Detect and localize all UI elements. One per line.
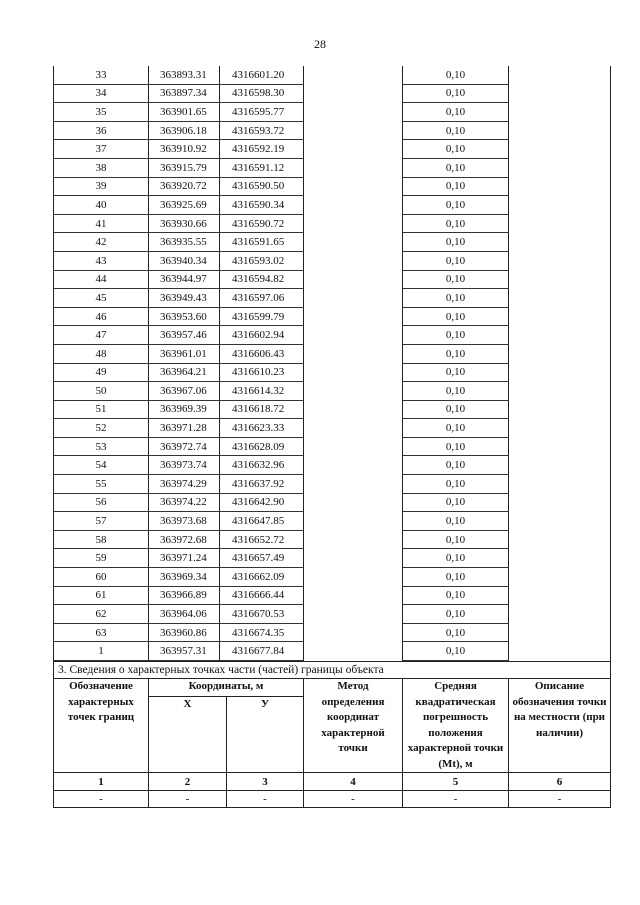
- coordinate-row: [54, 642, 611, 661]
- empty-value: -: [403, 791, 509, 808]
- mean-error: 0,10: [403, 251, 509, 270]
- coord-x: 363973.68: [149, 512, 220, 531]
- mean-error: 0,10: [403, 326, 509, 345]
- coord-x: 363949.43: [149, 289, 220, 308]
- method-cell: [304, 196, 403, 215]
- description-cell: [509, 177, 611, 196]
- method-cell: [304, 382, 403, 401]
- mean-error: 0,10: [403, 623, 509, 642]
- coordinate-row: [54, 605, 611, 624]
- point-number: 43: [54, 251, 149, 270]
- coordinate-row: [54, 103, 611, 122]
- section3-title: 3. Сведения о характерных точках части (частей) границы объекта: [54, 662, 611, 679]
- coord-y: 4316590.72: [220, 214, 304, 233]
- empty-value: -: [304, 791, 403, 808]
- column-numbers-row: [54, 773, 611, 791]
- coord-y: 4316591.65: [220, 233, 304, 252]
- point-number: 58: [54, 530, 149, 549]
- method-cell: [304, 289, 403, 308]
- coord-y: 4316606.43: [220, 344, 304, 363]
- mean-error: 0,10: [403, 475, 509, 494]
- method-cell: [304, 530, 403, 549]
- mean-error: 0,10: [403, 196, 509, 215]
- point-number: 41: [54, 214, 149, 233]
- coordinate-row: [54, 270, 611, 289]
- coordinate-row: [54, 568, 611, 587]
- coord-x: 363935.55: [149, 233, 220, 252]
- mean-error: 0,10: [403, 140, 509, 159]
- coord-y: 4316674.35: [220, 623, 304, 642]
- mean-error: 0,10: [403, 233, 509, 252]
- coordinate-row: [54, 233, 611, 252]
- header-mean-error: Средняя квадратическая погрешность положения характерной точки (Mt), м: [403, 679, 509, 773]
- point-number: 44: [54, 270, 149, 289]
- method-cell: [304, 493, 403, 512]
- coord-x: 363910.92: [149, 140, 220, 159]
- description-cell: [509, 530, 611, 549]
- coordinate-row: [54, 549, 611, 568]
- coord-y: 4316614.32: [220, 382, 304, 401]
- point-number: 61: [54, 586, 149, 605]
- mean-error: 0,10: [403, 382, 509, 401]
- point-number: 33: [54, 66, 149, 84]
- description-cell: [509, 84, 611, 103]
- method-cell: [304, 233, 403, 252]
- description-cell: [509, 233, 611, 252]
- coordinate-row: [54, 382, 611, 401]
- mean-error: 0,10: [403, 493, 509, 512]
- description-cell: [509, 103, 611, 122]
- coord-y: 4316677.84: [220, 642, 304, 661]
- point-number: 1: [54, 642, 149, 661]
- description-cell: [509, 251, 611, 270]
- coord-y: 4316652.72: [220, 530, 304, 549]
- empty-value: -: [509, 791, 611, 808]
- header-method: Метод определения координат характерной точки: [304, 679, 403, 773]
- description-cell: [509, 66, 611, 84]
- description-cell: [509, 549, 611, 568]
- method-cell: [304, 307, 403, 326]
- method-cell: [304, 605, 403, 624]
- description-cell: [509, 289, 611, 308]
- mean-error: 0,10: [403, 549, 509, 568]
- coordinate-row: [54, 530, 611, 549]
- coordinate-row: [54, 289, 611, 308]
- empty-data-row: [54, 791, 611, 808]
- point-number: 42: [54, 233, 149, 252]
- point-number: 37: [54, 140, 149, 159]
- header-point-designation: Обозначение характерных точек границ: [54, 679, 149, 773]
- description-cell: [509, 512, 611, 531]
- coord-x: 363972.74: [149, 437, 220, 456]
- coord-y: 4316662.09: [220, 568, 304, 587]
- mean-error: 0,10: [403, 158, 509, 177]
- coord-x: 363971.24: [149, 549, 220, 568]
- coord-y: 4316623.33: [220, 419, 304, 438]
- column-number: 1: [54, 773, 149, 791]
- coordinate-row: [54, 456, 611, 475]
- mean-error: 0,10: [403, 363, 509, 382]
- coord-y: 4316666.44: [220, 586, 304, 605]
- coord-y: 4316593.72: [220, 121, 304, 140]
- method-cell: [304, 251, 403, 270]
- coordinate-row: [54, 400, 611, 419]
- mean-error: 0,10: [403, 419, 509, 438]
- method-cell: [304, 177, 403, 196]
- coordinate-row: [54, 66, 611, 84]
- description-cell: [509, 475, 611, 494]
- mean-error: 0,10: [403, 642, 509, 661]
- point-number: 56: [54, 493, 149, 512]
- method-cell: [304, 344, 403, 363]
- coord-y: 4316610.23: [220, 363, 304, 382]
- mean-error: 0,10: [403, 307, 509, 326]
- mean-error: 0,10: [403, 437, 509, 456]
- coord-y: 4316590.50: [220, 177, 304, 196]
- method-cell: [304, 214, 403, 233]
- description-cell: [509, 382, 611, 401]
- coord-y: 4316591.12: [220, 158, 304, 177]
- coord-x: 363964.21: [149, 363, 220, 382]
- coordinate-row: [54, 251, 611, 270]
- description-cell: [509, 623, 611, 642]
- coordinate-row: [54, 586, 611, 605]
- coord-y: 4316642.90: [220, 493, 304, 512]
- coord-y: 4316628.09: [220, 437, 304, 456]
- coordinate-row: [54, 623, 611, 642]
- coordinate-row: [54, 307, 611, 326]
- header-coordinates: Координаты, м: [149, 679, 304, 697]
- mean-error: 0,10: [403, 84, 509, 103]
- point-number: 49: [54, 363, 149, 382]
- coord-y: 4316637.92: [220, 475, 304, 494]
- coord-y: 4316597.06: [220, 289, 304, 308]
- coord-x: 363969.39: [149, 400, 220, 419]
- method-cell: [304, 475, 403, 494]
- description-cell: [509, 400, 611, 419]
- point-number: 57: [54, 512, 149, 531]
- method-cell: [304, 121, 403, 140]
- mean-error: 0,10: [403, 400, 509, 419]
- description-cell: [509, 307, 611, 326]
- point-number: 53: [54, 437, 149, 456]
- mean-error: 0,10: [403, 586, 509, 605]
- column-number: 3: [227, 773, 304, 791]
- method-cell: [304, 84, 403, 103]
- coordinate-row: [54, 140, 611, 159]
- coord-x: 363915.79: [149, 158, 220, 177]
- coordinate-row: [54, 158, 611, 177]
- coord-x: 363964.06: [149, 605, 220, 624]
- description-cell: [509, 419, 611, 438]
- point-number: 45: [54, 289, 149, 308]
- coordinate-row: [54, 177, 611, 196]
- coordinate-row: [54, 475, 611, 494]
- point-number: 36: [54, 121, 149, 140]
- coord-x: 363967.06: [149, 382, 220, 401]
- mean-error: 0,10: [403, 103, 509, 122]
- column-number: 4: [304, 773, 403, 791]
- column-number: 6: [509, 773, 611, 791]
- method-cell: [304, 456, 403, 475]
- coord-x: 363974.29: [149, 475, 220, 494]
- coordinate-row: [54, 84, 611, 103]
- description-cell: [509, 642, 611, 661]
- coord-x: 363897.34: [149, 84, 220, 103]
- point-number: 39: [54, 177, 149, 196]
- column-number: 5: [403, 773, 509, 791]
- point-number: 62: [54, 605, 149, 624]
- coord-x: 363969.34: [149, 568, 220, 587]
- empty-value: -: [227, 791, 304, 808]
- coord-x: 363974.22: [149, 493, 220, 512]
- coord-x: 363925.69: [149, 196, 220, 215]
- description-cell: [509, 456, 611, 475]
- mean-error: 0,10: [403, 530, 509, 549]
- coord-x: 363930.66: [149, 214, 220, 233]
- coordinate-row: [54, 196, 611, 215]
- point-number: 46: [54, 307, 149, 326]
- point-number: 50: [54, 382, 149, 401]
- coord-x: 363920.72: [149, 177, 220, 196]
- point-number: 52: [54, 419, 149, 438]
- point-number: 38: [54, 158, 149, 177]
- description-cell: [509, 437, 611, 456]
- mean-error: 0,10: [403, 214, 509, 233]
- coordinate-row: [54, 363, 611, 382]
- mean-error: 0,10: [403, 605, 509, 624]
- coord-x: 363961.01: [149, 344, 220, 363]
- method-cell: [304, 419, 403, 438]
- method-cell: [304, 270, 403, 289]
- point-number: 60: [54, 568, 149, 587]
- method-cell: [304, 66, 403, 84]
- method-cell: [304, 158, 403, 177]
- coord-y: 4316599.79: [220, 307, 304, 326]
- description-cell: [509, 363, 611, 382]
- method-cell: [304, 549, 403, 568]
- coord-y: 4316601.20: [220, 66, 304, 84]
- coordinate-row: [54, 437, 611, 456]
- coord-x: 363953.60: [149, 307, 220, 326]
- description-cell: [509, 158, 611, 177]
- coord-y: 4316595.77: [220, 103, 304, 122]
- section3-table: [53, 661, 611, 808]
- method-cell: [304, 326, 403, 345]
- description-cell: [509, 214, 611, 233]
- coord-x: 363972.68: [149, 530, 220, 549]
- coord-y: 4316594.82: [220, 270, 304, 289]
- coordinate-row: [54, 419, 611, 438]
- coord-x: 363971.28: [149, 419, 220, 438]
- point-number: 35: [54, 103, 149, 122]
- point-number: 51: [54, 400, 149, 419]
- method-cell: [304, 586, 403, 605]
- header-x: X: [149, 697, 227, 773]
- coord-x: 363906.18: [149, 121, 220, 140]
- description-cell: [509, 140, 611, 159]
- description-cell: [509, 121, 611, 140]
- method-cell: [304, 103, 403, 122]
- coord-x: 363960.86: [149, 623, 220, 642]
- coord-x: 363944.97: [149, 270, 220, 289]
- point-number: 63: [54, 623, 149, 642]
- coord-y: 4316598.30: [220, 84, 304, 103]
- mean-error: 0,10: [403, 177, 509, 196]
- coordinates-table: [53, 66, 611, 661]
- page-number: 28: [314, 37, 326, 51]
- mean-error: 0,10: [403, 344, 509, 363]
- description-cell: [509, 586, 611, 605]
- method-cell: [304, 363, 403, 382]
- point-number: 55: [54, 475, 149, 494]
- coord-y: 4316632.96: [220, 456, 304, 475]
- header-description: Описание обозначения точки на местности (при наличии): [509, 679, 611, 773]
- point-number: 48: [54, 344, 149, 363]
- method-cell: [304, 140, 403, 159]
- method-cell: [304, 642, 403, 661]
- mean-error: 0,10: [403, 512, 509, 531]
- point-number: 47: [54, 326, 149, 345]
- coord-y: 4316593.02: [220, 251, 304, 270]
- mean-error: 0,10: [403, 270, 509, 289]
- description-cell: [509, 568, 611, 587]
- method-cell: [304, 437, 403, 456]
- method-cell: [304, 400, 403, 419]
- document-sheet: [53, 66, 610, 808]
- coordinate-row: [54, 121, 611, 140]
- coord-x: 363940.34: [149, 251, 220, 270]
- coord-x: 363966.89: [149, 586, 220, 605]
- coord-y: 4316657.49: [220, 549, 304, 568]
- coordinate-row: [54, 344, 611, 363]
- header-y: У: [227, 697, 304, 773]
- point-number: 59: [54, 549, 149, 568]
- coord-x: 363973.74: [149, 456, 220, 475]
- coord-x: 363893.31: [149, 66, 220, 84]
- empty-value: -: [54, 791, 149, 808]
- description-cell: [509, 344, 611, 363]
- coord-x: 363957.31: [149, 642, 220, 661]
- empty-value: -: [149, 791, 227, 808]
- point-number: 40: [54, 196, 149, 215]
- coord-y: 4316647.85: [220, 512, 304, 531]
- coord-y: 4316670.53: [220, 605, 304, 624]
- coord-x: 363957.46: [149, 326, 220, 345]
- description-cell: [509, 605, 611, 624]
- coordinate-row: [54, 326, 611, 345]
- mean-error: 0,10: [403, 568, 509, 587]
- mean-error: 0,10: [403, 456, 509, 475]
- point-number: 34: [54, 84, 149, 103]
- mean-error: 0,10: [403, 66, 509, 84]
- method-cell: [304, 568, 403, 587]
- description-cell: [509, 196, 611, 215]
- column-number: 2: [149, 773, 227, 791]
- coordinate-row: [54, 493, 611, 512]
- method-cell: [304, 512, 403, 531]
- mean-error: 0,10: [403, 289, 509, 308]
- point-number: 54: [54, 456, 149, 475]
- mean-error: 0,10: [403, 121, 509, 140]
- coord-y: 4316602.94: [220, 326, 304, 345]
- description-cell: [509, 326, 611, 345]
- description-cell: [509, 493, 611, 512]
- coordinate-row: [54, 214, 611, 233]
- coordinate-row: [54, 512, 611, 531]
- description-cell: [509, 270, 611, 289]
- coord-y: 4316590.34: [220, 196, 304, 215]
- coord-y: 4316592.19: [220, 140, 304, 159]
- method-cell: [304, 623, 403, 642]
- coord-x: 363901.65: [149, 103, 220, 122]
- coord-y: 4316618.72: [220, 400, 304, 419]
